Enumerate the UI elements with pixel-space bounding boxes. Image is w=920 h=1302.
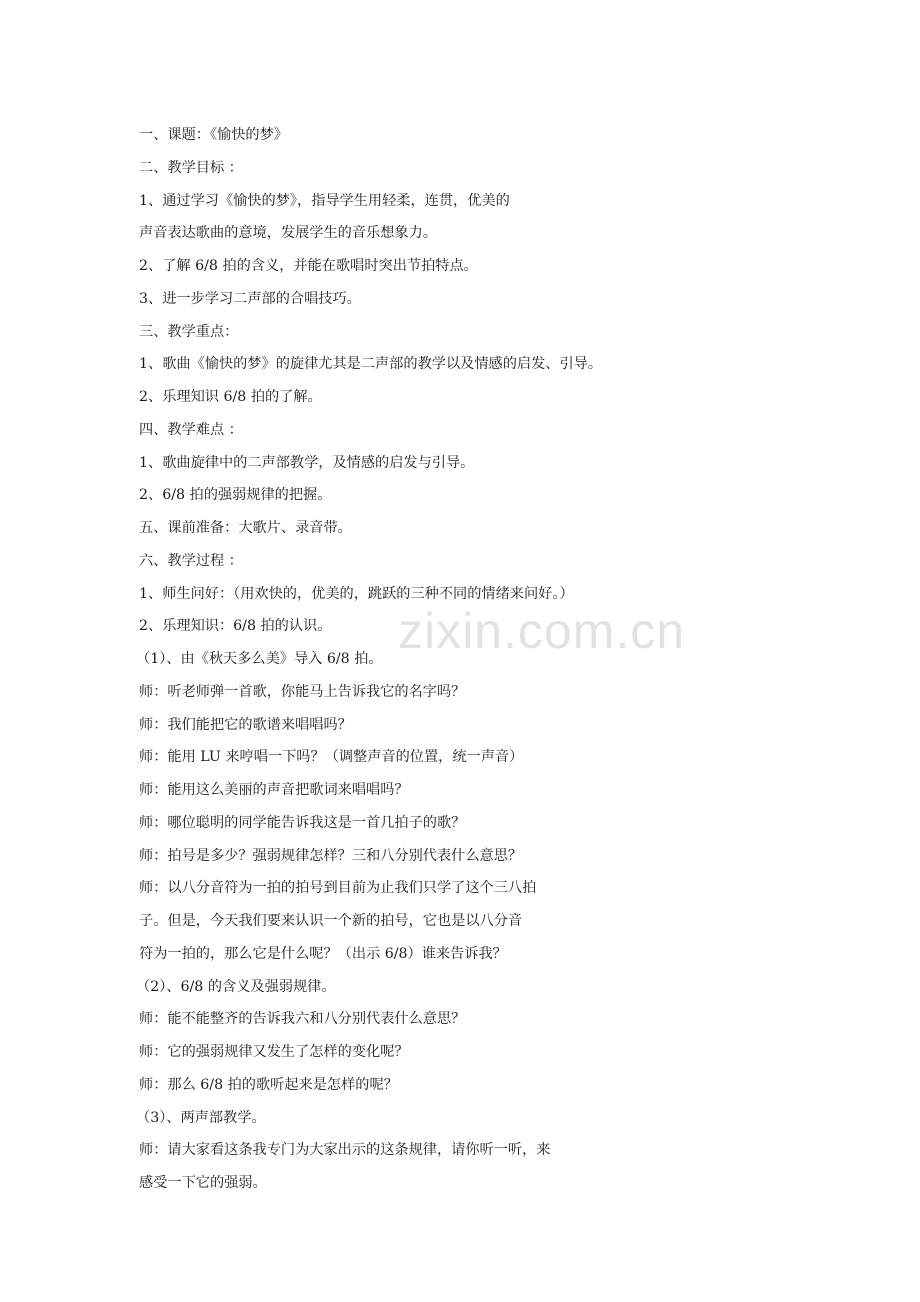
document-body [136, 123, 759, 1204]
dialogue-line: 师：以八分音符为一拍的拍号到目前为止我们只学了这个三八拍 [139, 880, 537, 897]
dialogue-line: 师：请大家看这条我专门为大家出示的这条规律，请你听一听，来 [139, 1142, 551, 1159]
dialogue-line: 师：听老师弹一首歌，你能马上告诉我它的名字吗？ [139, 683, 466, 700]
dialogue-line: 师：能不能整齐的告诉我六和八分别代表什么意思？ [139, 1011, 466, 1028]
text-line: 1、歌曲《愉快的梦》的旋律尤其是二声部的教学以及情感的启发、引导。 [139, 356, 603, 373]
subsection-heading: （1）、由《秋天多么美》导入 6/8 拍。 [136, 651, 383, 667]
dialogue-line: 师：哪位聪明的同学能告诉我这是一首几拍子的歌？ [139, 814, 466, 831]
text-line: 1、通过学习《愉快的梦》，指导学生用轻柔，连贯，优美的 [139, 192, 510, 209]
dialogue-line: 师：它的强弱规律又发生了怎样的变化呢？ [139, 1044, 409, 1060]
section-heading-objectives: 二、教学目标 ： [139, 159, 243, 176]
dialogue-line: 师：能用这么美丽的声音把歌词来唱唱吗？ [139, 782, 409, 798]
dialogue-line: 师：我们能把它的歌谱来唱唱吗？ [139, 716, 352, 733]
text-line: 2、乐理知识 6/8 拍的了解。 [139, 389, 322, 405]
text-line: 子。但是，今天我们要来认识一个新的拍号，它也是以八分音 [139, 913, 523, 929]
text-line: 2、乐理知识：6/8 拍的认识。 [139, 618, 332, 635]
dialogue-line: 师：能用 LU 来哼唱一下吗？（调整声音的位置，统一声音） [139, 749, 524, 766]
subsection-heading: （3）、两声部教学。 [136, 1109, 266, 1126]
text-line: 声音表达歌曲的意境，发展学生的音乐想象力。 [139, 225, 437, 242]
text-line: 2、6/8 拍的强弱规律的把握。 [139, 487, 332, 504]
text-line: 感受一下它的强弱。 [139, 1175, 267, 1191]
section-heading-preparation: 五、课前准备：大歌片、录音带。 [139, 520, 352, 536]
section-heading-title: 一、课题：《愉快的梦》 [139, 127, 288, 143]
section-heading-process: 六、教学过程 ： [139, 552, 243, 569]
text-line: 1、师生问好：（用欢快的，优美的，跳跃的三种不同的情绪来问好。） [139, 585, 574, 602]
dialogue-line: 师：那么 6/8 拍的歌听起来是怎样的呢？ [139, 1076, 398, 1093]
text-line: 2、了解 6/8 拍的含义，并能在歌唱时突出节拍特点。 [139, 258, 478, 274]
section-heading-key-points: 三、教学重点： [139, 323, 239, 340]
text-line: 符为一拍的，那么它是什么呢？（出示 6/8）谁来告诉我？ [139, 945, 507, 962]
watermark: zixin.com.cn [398, 603, 686, 659]
text-line: 1、歌曲旋律中的二声部教学，及情感的启发与引导。 [139, 454, 475, 471]
text-line: 3、进一步学习二声部的合唱技巧。 [139, 290, 361, 307]
subsection-heading: （2）、6/8 的含义及强弱规律。 [136, 978, 336, 995]
section-heading-difficulties: 四、教学难点 ： [139, 421, 243, 438]
dialogue-line: 师：拍号是多少？强弱规律怎样？三和八分别代表什么意思？ [139, 847, 523, 864]
